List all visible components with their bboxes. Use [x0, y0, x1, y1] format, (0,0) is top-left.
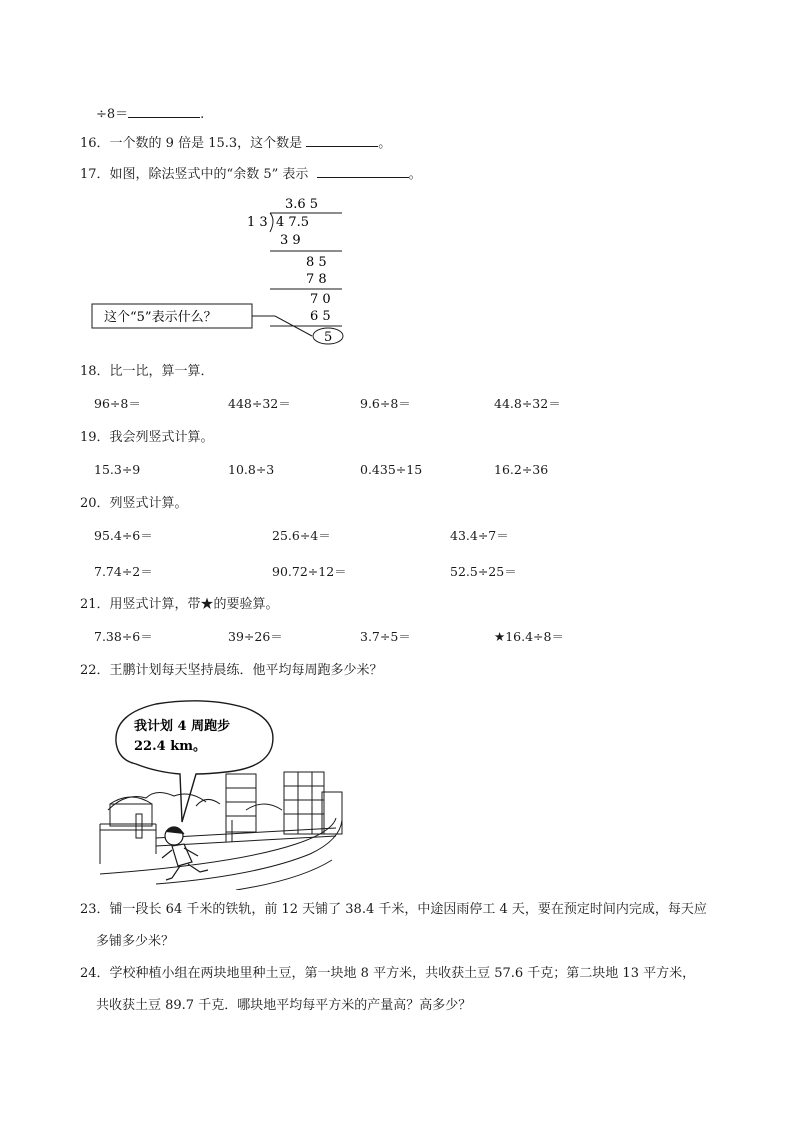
question-23-line-1: 23．铺一段长 64 千米的铁轨，前 12 天铺了 38.4 千米，中途因雨停工 4 天，要在预定时间内完成，每天应: [80, 902, 707, 917]
q18-item-3: 9.6÷8＝: [360, 396, 411, 411]
question-17: [80, 164, 422, 183]
q20-row1-item-2: 25.6÷4＝: [272, 528, 331, 543]
q17-text: 17．如图，除法竖式中的“余数 5” 表示: [80, 167, 309, 182]
q21-item-3: 3.7÷5＝: [360, 629, 411, 644]
q21-item-1: 7.38÷6＝: [94, 629, 153, 644]
question-24-line-1: 24．学校种植小组在两块地里种土豆，第一块地 8 平方米，共收获土豆 57.6 千克；第二块地 13 平方米，: [80, 966, 696, 981]
division-remainder: 5: [324, 330, 333, 345]
track-and-fence: [100, 814, 342, 890]
q15-answer-blank[interactable]: [128, 104, 200, 118]
division-divisor: 1 3: [247, 215, 268, 230]
q17-end: 。: [408, 167, 422, 182]
division-bracket: [270, 213, 273, 232]
bubble-line-1: 我计划 4 周跑步: [134, 719, 231, 734]
question-18: 18．比一比，算一算．: [80, 364, 214, 379]
q18-item-2: 448÷32＝: [228, 396, 291, 411]
question-19: 19．我会列竖式计算。: [80, 430, 214, 445]
q15-expression: ÷8＝: [96, 107, 129, 122]
runner-illustration: [96, 694, 346, 890]
runner-figure: [162, 827, 208, 880]
division-quotient: 3.6 5: [285, 197, 319, 212]
question-24-line-2: 共收获土豆 89.7 千克．哪块地平均每平方米的产量高？高多少？: [96, 998, 472, 1013]
q20-row2-item-1: 7.74÷2＝: [94, 564, 153, 579]
question-20: 20．列竖式计算。: [80, 496, 188, 511]
q19-item-3: 0.435÷15: [360, 462, 423, 477]
long-division-figure: [80, 190, 380, 360]
q21-item-4: ★16.4÷8＝: [494, 629, 564, 644]
q17-answer-blank[interactable]: [317, 164, 409, 178]
q20-row1-item-3: 43.4÷7＝: [450, 528, 509, 543]
q20-row2-item-3: 52.5÷25＝: [450, 564, 517, 579]
question-22: 22．王鹏计划每天坚持晨练．他平均每周跑多少米？: [80, 663, 383, 678]
q20-row1-item-1: 95.4÷6＝: [94, 528, 153, 543]
question-16: [80, 133, 391, 152]
division-step-4: 7 0: [310, 292, 331, 307]
callout-text: 这个“5”表示什么？: [104, 310, 217, 325]
q19-item-1: 15.3÷9: [94, 462, 141, 477]
question-21: 21．用竖式计算，带★的要验算。: [80, 597, 279, 612]
q16-end: 。: [378, 136, 392, 151]
q16-text: 16．一个数的 9 倍是 15.3，这个数是: [80, 136, 303, 151]
q16-answer-blank[interactable]: [306, 133, 378, 147]
q20-row2-item-2: 90.72÷12＝: [272, 564, 347, 579]
division-step-3: 7 8: [306, 272, 327, 287]
q19-item-2: 10.8÷3: [228, 462, 275, 477]
question-23-line-2: 多铺多少米？: [96, 934, 175, 949]
q18-item-1: 96÷8＝: [94, 396, 141, 411]
division-step-5: 6 5: [310, 309, 331, 324]
division-step-2: 8 5: [306, 255, 327, 270]
q15-tail: [96, 104, 204, 123]
q15-period: .: [200, 107, 205, 122]
background-buildings: [108, 772, 342, 834]
q18-item-4: 44.8÷32＝: [494, 396, 561, 411]
division-dividend: 4 7.5: [276, 215, 310, 230]
division-step-1: 3 9: [280, 233, 301, 248]
q21-item-2: 39÷26＝: [228, 629, 283, 644]
bubble-line-2: 22.4 km。: [134, 739, 206, 754]
q19-item-4: 16.2÷36: [494, 462, 549, 477]
